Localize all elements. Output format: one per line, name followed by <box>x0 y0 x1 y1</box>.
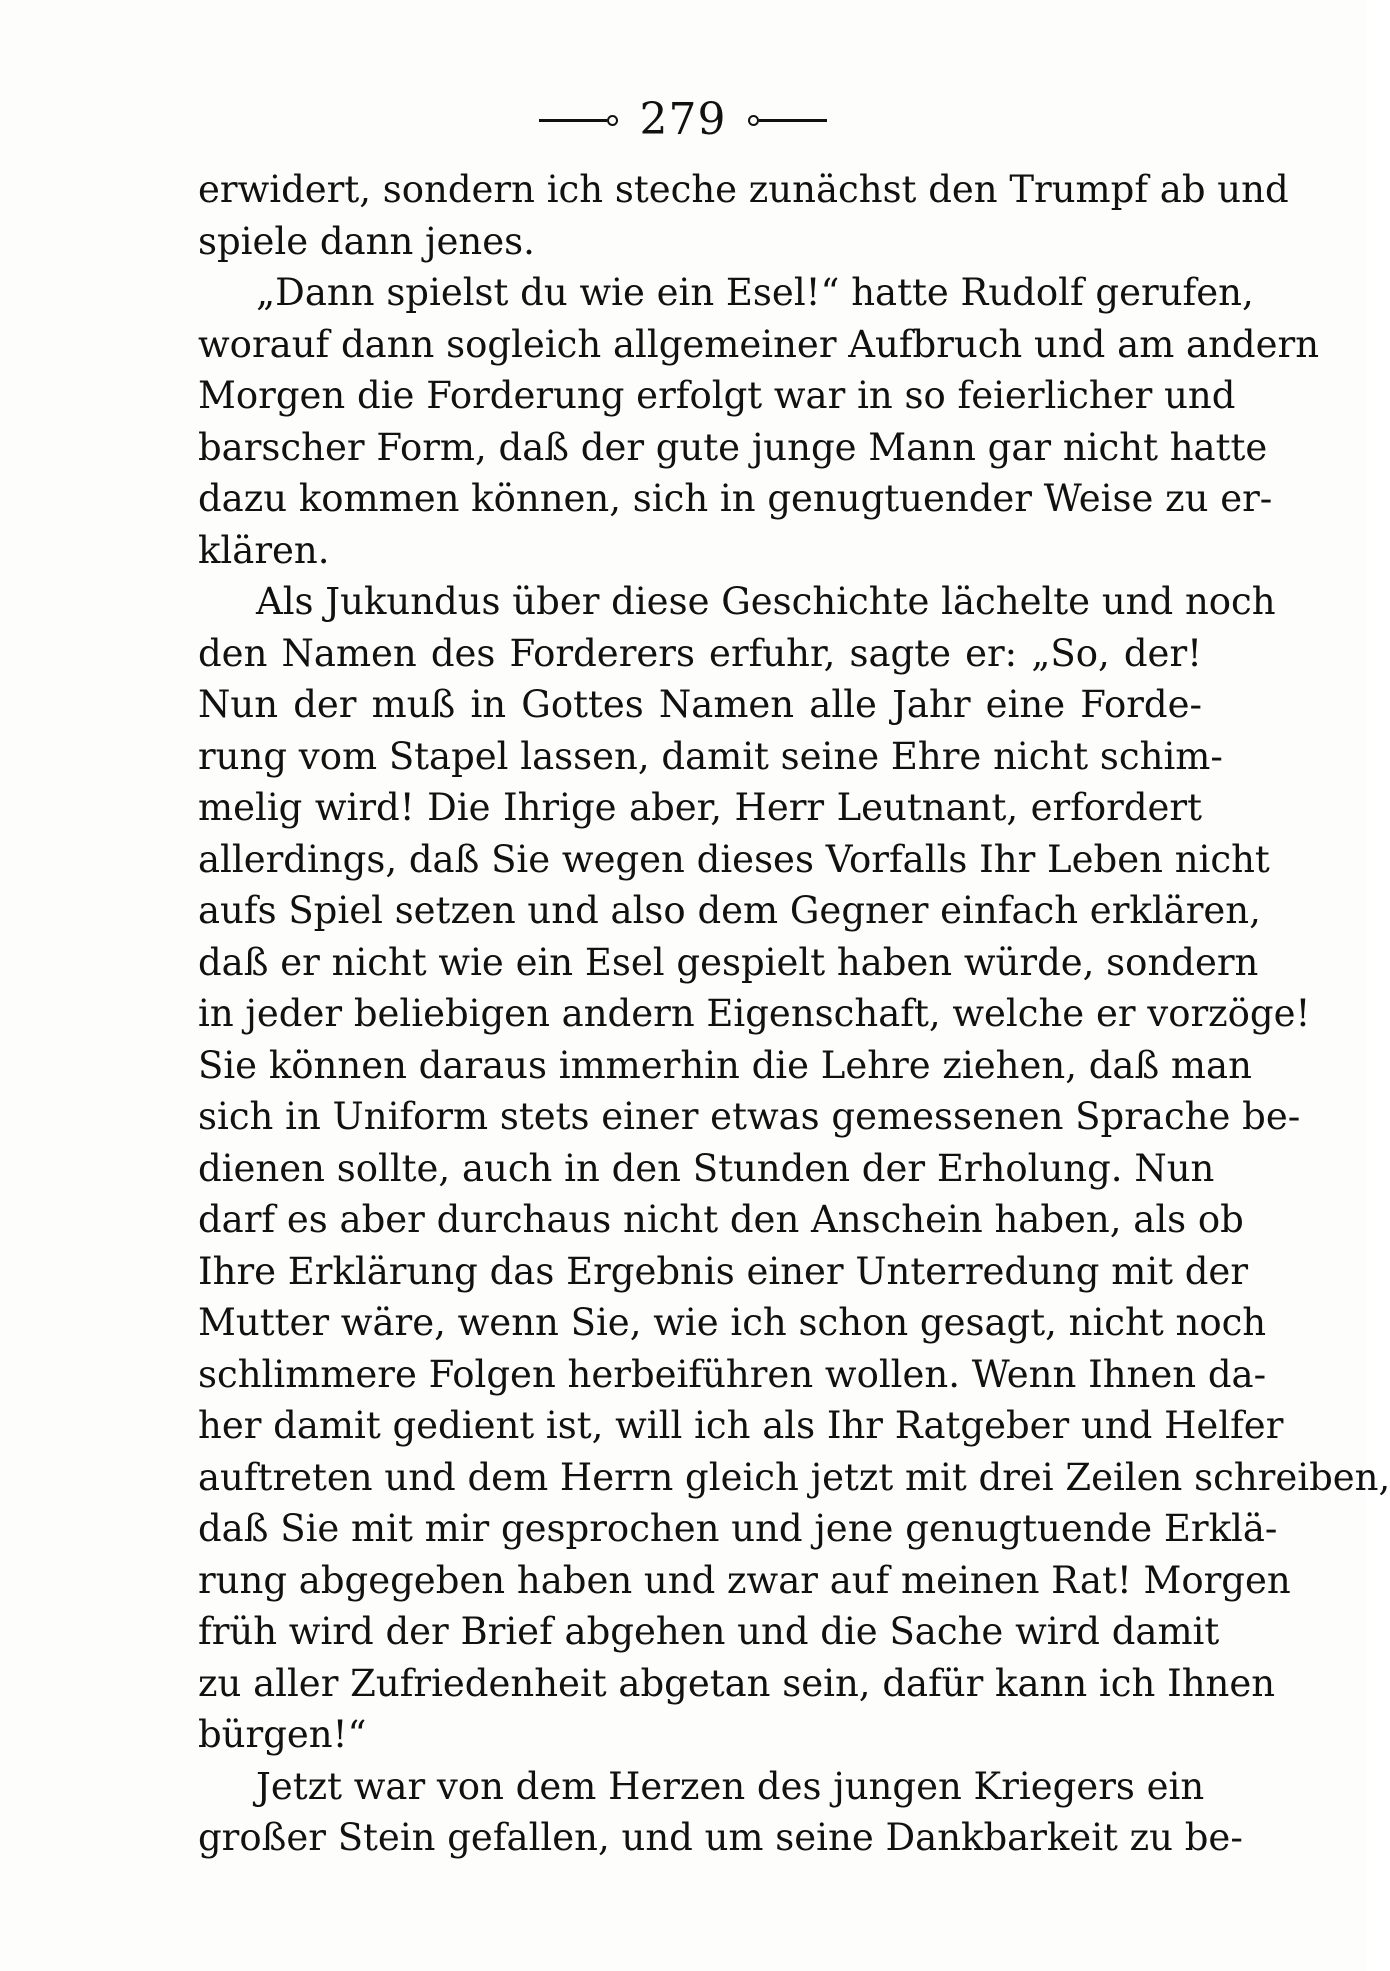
text-line: allerdings, daß Sie wegen dieses Vorfalls Ihr Leben nicht <box>198 837 1270 881</box>
text-line: dienen sollte, auch in den Stunden der Erholung. Nun <box>198 1146 1215 1190</box>
body-text <box>198 164 1390 1864</box>
text-line: rung vom Stapel lassen, damit seine Ehre nicht schim- <box>198 734 1223 778</box>
text-line: großer Stein gefallen, und um seine Dankbarkeit zu be- <box>198 1816 1243 1859</box>
text-line: sich in Uniform stets einer etwas gemessenen Sprache be- <box>198 1095 1301 1138</box>
text-line: darf es aber durchaus nicht den Anschein haben, als ob <box>198 1198 1244 1241</box>
right-ornament <box>748 115 827 126</box>
text-line: worauf dann sogleich allgemeiner Aufbruch und am andern <box>198 322 1320 366</box>
text-line: spiele dann jenes. <box>198 219 535 263</box>
text-line: her damit gedient ist, will ich als Ihr Ratgeber und Helfer <box>198 1404 1284 1447</box>
text-line: schlimmere Folgen herbeiführen wollen. Wenn Ihnen da- <box>198 1352 1267 1396</box>
text-line: barscher Form, daß der gute junge Mann gar nicht hatte <box>198 425 1268 469</box>
text-line: Sie können daraus immerhin die Lehre ziehen, daß man <box>198 1043 1252 1087</box>
text-line: Morgen die Forderung erfolgt war in so feierlicher und <box>198 374 1236 417</box>
text-line: bürgen!“ <box>198 1713 367 1756</box>
text-line: aufs Spiel setzen und also dem Gegner einfach erklären, <box>198 889 1261 932</box>
text-line: erwidert, sondern ich steche zunächst den Trumpf ab und <box>198 168 1289 211</box>
text-line: zu aller Zufriedenheit abgetan sein, dafür kann ich Ihnen <box>198 1661 1276 1705</box>
text-line: daß er nicht wie ein Esel gespielt haben würde, sondern <box>198 940 1259 984</box>
page-number: 279 <box>639 94 727 145</box>
text-line: Nun der muß in Gottes Namen alle Jahr eine Forde- <box>198 683 1202 726</box>
text-line: auftreten und dem Herrn gleich jetzt mit drei Zeilen schreiben, <box>198 1455 1390 1499</box>
text-line: „Dann spielst du wie ein Esel!“ hatte Rudolf gerufen, <box>256 271 1254 314</box>
page-header <box>0 92 1366 148</box>
left-ornament <box>539 115 618 126</box>
text-line: den Namen des Forderers erfuhr, sagte er: „So, der! <box>198 631 1202 675</box>
text-line: früh wird der Brief abgehen und die Sache wird damit <box>198 1610 1220 1653</box>
text-line: melig wird! Die Ihrige aber, Herr Leutnant, erfordert <box>198 786 1202 829</box>
text-line: Als Jukundus über diese Geschichte lächelte und noch <box>256 580 1276 623</box>
text-line: in jeder beliebigen andern Eigenschaft, welche er vorzöge! <box>198 992 1311 1035</box>
text-line: rung abgegeben haben und zwar auf meinen Rat! Morgen <box>198 1558 1291 1602</box>
text-line: Jetzt war von dem Herzen des jungen Kriegers ein <box>256 1764 1205 1808</box>
text-line: Ihre Erklärung das Ergebnis einer Unterredung mit der <box>198 1249 1249 1293</box>
text-line: klären. <box>198 528 330 572</box>
text-line: Mutter wäre, wenn Sie, wie ich schon gesagt, nicht noch <box>198 1301 1267 1344</box>
text-line: daß Sie mit mir gesprochen und jene genugtuende Erklä- <box>198 1507 1278 1550</box>
text-line: dazu kommen können, sich in genugtuender Weise zu er- <box>198 477 1273 520</box>
